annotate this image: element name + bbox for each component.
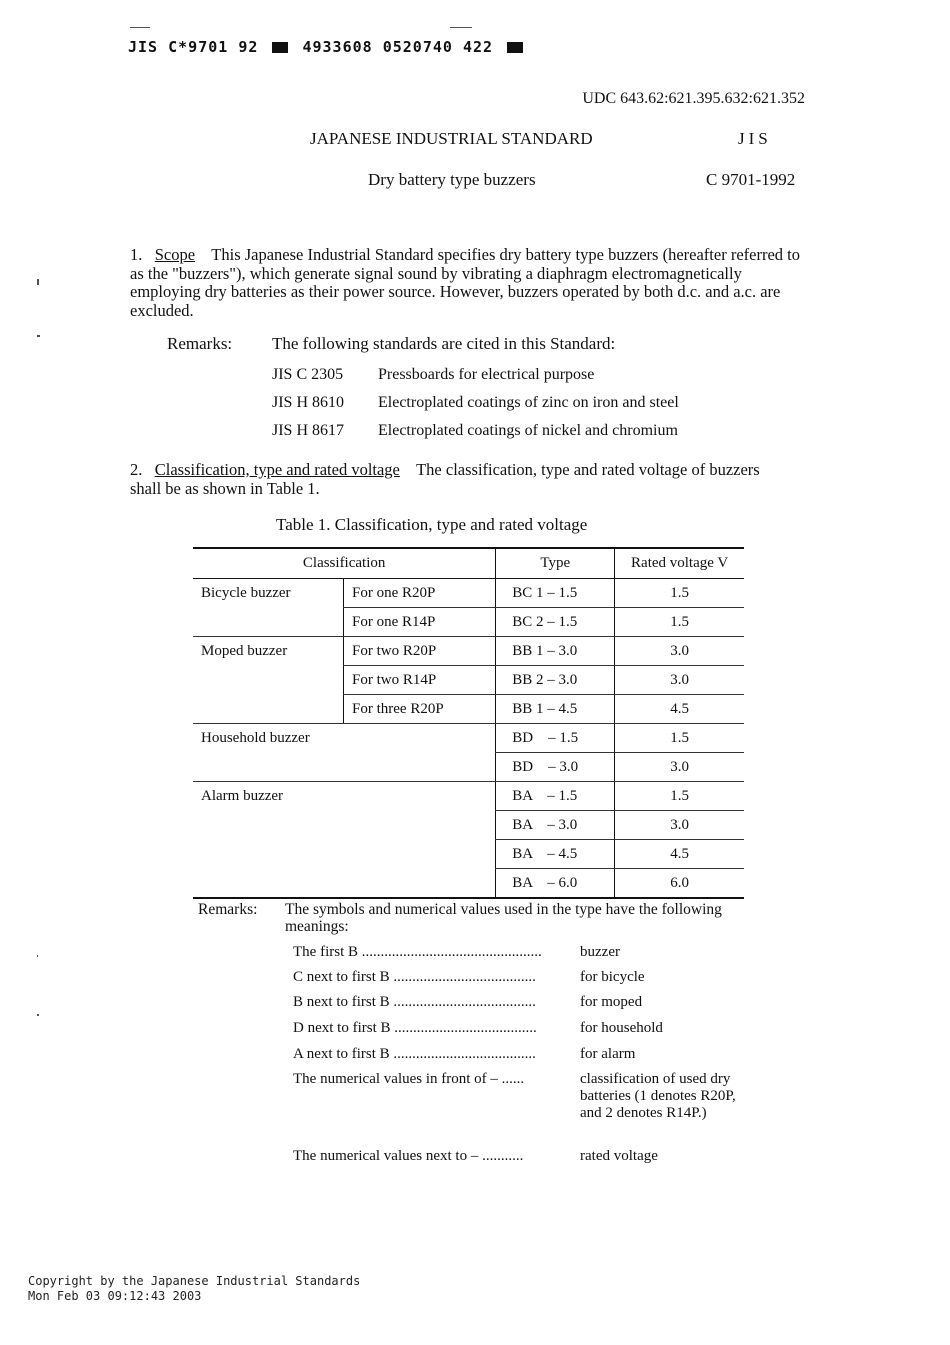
section-2-classification [130,461,780,498]
standard-title: JAPANESE INDUSTRIAL STANDARD [310,129,593,148]
header-type: Type [496,548,615,579]
footer-copyright: Copyright by the Japanese Industrial Standards [28,1274,361,1288]
type-code: BB 2 – 3.0 [496,666,615,695]
scan-mark [37,1014,39,1016]
meaning-value: for bicycle [580,969,645,985]
classification-table [193,547,744,899]
type-code: BD – 3.0 [496,753,615,782]
section-1-scope [130,246,810,320]
rated-voltage: 1.5 [615,724,744,753]
cited-code: JIS H 8610 [272,394,345,411]
rated-voltage: 3.0 [615,666,744,695]
meaning-term: The numerical values next to – ........... [293,1148,524,1164]
udc-number: UDC 643.62:621.395.632:621.352 [582,90,805,107]
scan-mark [450,27,472,28]
section-number: 1. [130,245,143,264]
cited-standard [272,422,678,440]
footer-timestamp: Mon Feb 03 09:12:43 2003 [28,1289,202,1303]
sub-classification: For two R14P [344,666,496,695]
type-code: BB 1 – 3.0 [496,637,615,666]
standard-number: C 9701-1992 [706,170,796,189]
meaning-term: A next to first B ...................................... [293,1046,536,1062]
type-code: BC 1 – 1.5 [496,579,615,608]
scan-block-mark [507,42,523,53]
section-text: This Japanese Industrial Standard specifies dry battery type buzzers (hereafter referred to as the "buzzers"), which generate signal sound by vibrating a diaphragm electromagnetically employing dry batteries as their power source. However, buzzers operated by both d.c. and a.c. are excluded. [130,245,800,320]
table-remarks-intro: The symbols and numerical values used in the type have the following meanings: [285,901,722,935]
table-row [193,637,744,666]
section-number: 2. [130,460,143,479]
rated-voltage: 4.5 [615,840,744,869]
sub-classification: For three R20P [344,695,496,724]
cited-code: JIS H 8617 [272,422,345,439]
meaning-value: buzzer [580,944,620,960]
meaning-value: for household [580,1020,663,1036]
cited-standard [272,366,594,384]
scan-mark [37,335,40,337]
scan-mark [37,955,38,957]
rated-voltage: 1.5 [615,579,744,608]
document-code-b: 4933608 0520740 422 [302,38,494,56]
rated-voltage: 3.0 [615,753,744,782]
remarks-text: The following standards are cited in this Standard: [272,334,616,353]
meaning-term: The first B ................................................ [293,944,542,960]
type-code: BB 1 – 4.5 [496,695,615,724]
type-code: BA – 4.5 [496,840,615,869]
group-household: Household buzzer [193,724,496,782]
rated-voltage: 6.0 [615,869,744,899]
sub-classification: For two R20P [344,637,496,666]
type-code: BC 2 – 1.5 [496,608,615,637]
document-title: Dry battery type buzzers [368,170,536,189]
sub-classification: For one R20P [344,579,496,608]
cited-title: Electroplated coatings of nickel and chromium [378,422,678,439]
cited-title: Electroplated coatings of zinc on iron and steel [378,394,679,411]
meaning-term: B next to first B ...................................... [293,994,536,1010]
table-header-row [193,548,744,579]
jis-mark: JIS [738,129,772,148]
meaning-value: for moped [580,994,643,1010]
scan-mark [37,279,39,285]
type-code: BD – 1.5 [496,724,615,753]
rated-voltage: 4.5 [615,695,744,724]
meaning-value: rated voltage [580,1148,658,1164]
rated-voltage: 1.5 [615,608,744,637]
scan-block-mark [272,42,288,53]
table-caption: Table 1. Classification, type and rated voltage [276,515,588,534]
header-rated-voltage: Rated voltage V [615,548,744,579]
cited-title: Pressboards for electrical purpose [378,366,595,383]
table-row [193,782,744,811]
table-row [193,724,744,753]
document-code-a: JIS C*9701 92 [128,38,259,56]
meaning-term: C next to first B ...................................... [293,969,536,985]
sub-classification: For one R14P [344,608,496,637]
rated-voltage: 3.0 [615,637,744,666]
cited-code: JIS C 2305 [272,366,344,383]
section-text: The classification, type and rated voltage of buzzers shall be as shown in Table 1. [130,460,760,498]
remarks-label: Remarks: [167,334,233,353]
type-code: BA – 6.0 [496,869,615,899]
section-heading: Scope [154,245,196,264]
meaning-value: for alarm [580,1046,636,1062]
meaning-value: classification of used dry batteries (1 denotes R20P, and 2 denotes R14P.) [580,1071,736,1121]
header-classification: Classification [193,548,496,579]
group-bicycle: Bicycle buzzer [193,579,344,637]
scan-mark [130,27,150,28]
table-row [193,579,744,608]
meaning-term: D next to first B ...................................... [293,1020,537,1036]
group-moped: Moped buzzer [193,637,344,724]
type-code: BA – 1.5 [496,782,615,811]
table-remarks-label: Remarks: [198,901,258,918]
document-code-line [128,38,527,56]
group-alarm: Alarm buzzer [193,782,496,899]
section-heading: Classification, type and rated voltage [154,460,400,479]
meaning-term: The numerical values in front of – ...... [293,1071,525,1087]
cited-standard [272,394,679,412]
rated-voltage: 3.0 [615,811,744,840]
type-code: BA – 3.0 [496,811,615,840]
rated-voltage: 1.5 [615,782,744,811]
